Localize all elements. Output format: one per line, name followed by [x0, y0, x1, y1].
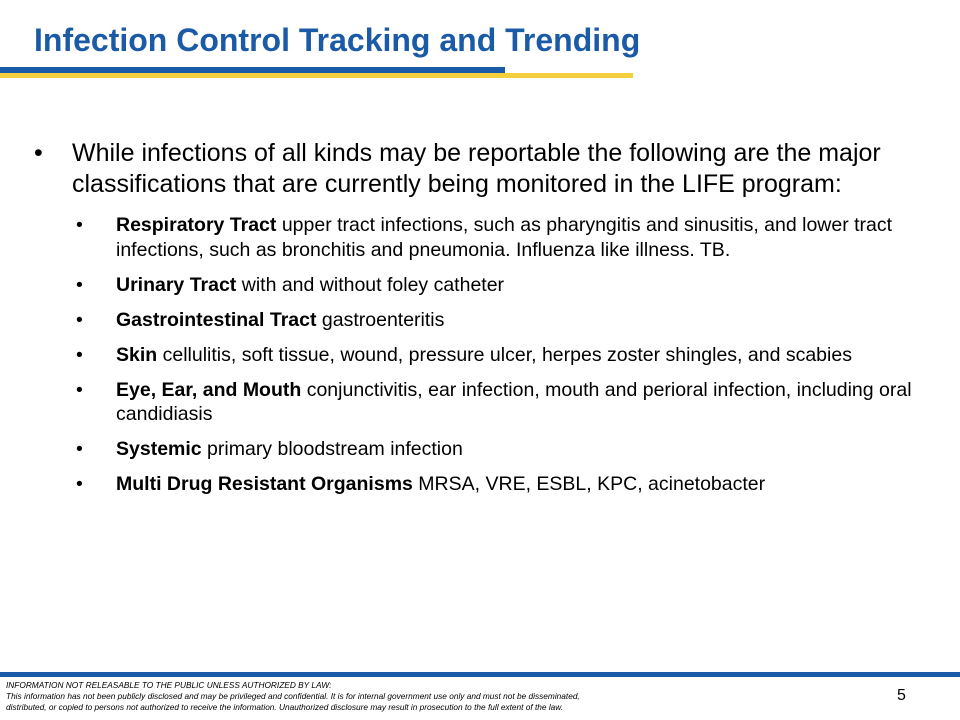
- bullet-icon: •: [76, 214, 83, 236]
- list-item: [0, 378, 928, 427]
- item-term: Systemic: [116, 438, 202, 460]
- disclaimer-line: distributed, or copied to persons not authorized to receive the information. Unauthorized disclosure may result in prosecution to the full extent of the law.: [6, 702, 564, 712]
- list-item: [0, 343, 928, 368]
- item-term: Urinary Tract: [116, 273, 237, 296]
- item-term: Skin: [116, 343, 158, 366]
- bullet-icon: •: [76, 473, 83, 495]
- classification-list: [0, 213, 960, 497]
- main-bullet-text: While infections of all kinds may be reportable the following are the major classifications that are currently being monitored in the LIFE program:: [72, 139, 881, 198]
- item-description: gastroenteritis: [316, 308, 445, 331]
- footer-divider: [0, 672, 960, 677]
- item-description: primary bloodstream infection: [201, 438, 463, 460]
- item-description: MRSA, VRE, ESBL, KPC, acinetobacter: [412, 473, 766, 495]
- item-term: Eye, Ear, and Mouth: [116, 378, 302, 401]
- page-number: 5: [897, 687, 906, 704]
- bullet-icon: •: [76, 378, 83, 401]
- title-underline-blue: [0, 67, 505, 73]
- slide-body: [0, 138, 960, 507]
- item-term: Gastrointestinal Tract: [116, 308, 317, 331]
- item-description: conjunctivitis, ear infection, mouth and perioral infection, including oral candidiasis: [116, 378, 912, 425]
- bullet-icon: •: [76, 273, 83, 296]
- disclaimer-line: INFORMATION NOT RELEASABLE TO THE PUBLIC UNLESS AUTHORIZED BY LAW:: [6, 680, 332, 690]
- list-item: [0, 273, 928, 298]
- item-description: upper tract infections, such as pharyngitis and sinusitis, and lower tract infections, such as bronchitis and pneumonia. Influenza like illness. TB.: [116, 214, 893, 261]
- item-description: cellulitis, soft tissue, wound, pressure ulcer, herpes zoster shingles, and scabies: [157, 343, 852, 366]
- bullet-icon: •: [76, 343, 83, 366]
- disclaimer-line: This information has not been publicly disclosed and may be privileged and confidential. It is for internal government use only and must not be disseminated,: [6, 691, 580, 701]
- list-item: [0, 472, 928, 497]
- footer-disclaimer: [6, 680, 826, 713]
- list-item: [0, 213, 928, 262]
- title-underline-yellow: [0, 73, 633, 78]
- item-term: Respiratory Tract: [116, 214, 277, 236]
- item-description: with and without foley catheter: [236, 273, 505, 296]
- list-item: [0, 308, 928, 333]
- bullet-icon: •: [76, 438, 83, 460]
- list-item: [0, 437, 928, 462]
- slide-title: Infection Control Tracking and Trending: [34, 22, 641, 58]
- bullet-icon: •: [76, 308, 83, 331]
- item-term: Multi Drug Resistant Organisms: [116, 473, 413, 495]
- bullet-icon: •: [34, 139, 43, 167]
- main-bullet: [0, 138, 932, 200]
